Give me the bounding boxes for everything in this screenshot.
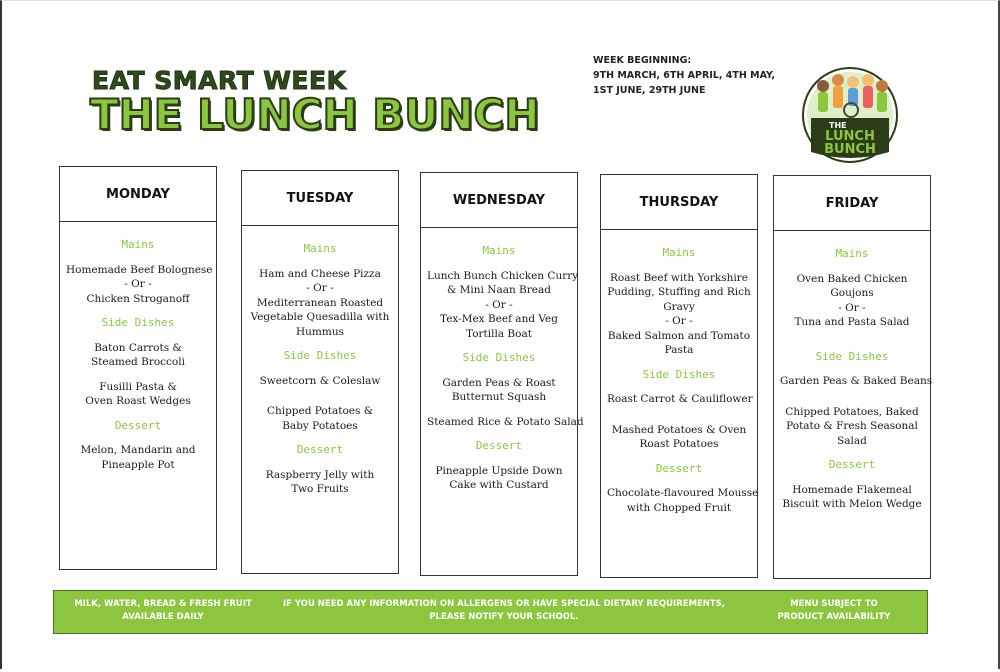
dessert-item: Homemade Flakemeal Biscuit with Melon Wedge (782, 483, 922, 510)
side-dish-item: Garden Peas & Roast Butternut Squash (442, 376, 556, 403)
footer-allergen-notice: IF YOU NEED ANY INFORMATION ON ALLERGENS OR HAVE SPECIAL DIETARY REQUIREMENTS, PLEASE NOTIFY YOUR SCHOOL. (282, 599, 726, 622)
side-dish-item: Chipped Potatoes & Baby Potatoes (266, 405, 374, 432)
menu-column-friday (773, 175, 931, 579)
side-dish-item: Chipped Potatoes, Baked Potato & Fresh Seasonal Salad (785, 405, 919, 447)
day-heading-thursday: THURSDAY (601, 175, 757, 230)
dessert-label: Dessert (655, 461, 703, 475)
mains-label: Mains (303, 242, 337, 255)
side-dish-item: Fusilli Pasta & Oven Roast Wedges (85, 380, 191, 407)
logo-line-3: BUNCH (824, 142, 876, 157)
mains-item: Ham and Cheese Pizza - Or - Mediterranean Roasted Vegetable Quesadilla with Hummus (250, 267, 390, 338)
dessert-item: Raspberry Jelly with Two Fruits (265, 468, 375, 495)
menu-column-tuesday (241, 170, 399, 574)
eat-smart-week-title: EAT SMART WEEK (92, 66, 347, 95)
footer-daily-items: MILK, WATER, BREAD & FRESH FRUIT AVAILABLE DAILY (74, 599, 252, 622)
week-beginning-info (593, 53, 778, 98)
menu-column-monday (59, 166, 217, 570)
mains-label: Mains (482, 244, 516, 257)
week-beginning-label: WEEK BEGINNING: (593, 55, 692, 66)
side-dish-item: Roast Carrot & Cauliflower (607, 393, 753, 405)
mains-item: Homemade Beef Bolognese - Or - Chicken Stroganoff (66, 263, 213, 305)
mains-item: Oven Baked Chicken Goujons - Or - Tuna and Pasta Salad (794, 272, 910, 328)
dessert-label: Dessert (475, 439, 523, 452)
side-dishes-label: Side Dishes (283, 349, 357, 362)
dessert-item: Chocolate-flavoured Mousse with Chopped Fruit (607, 487, 759, 514)
side-dish-item: Steamed Rice & Potato Salad (427, 415, 584, 428)
lunch-bunch-logo (801, 66, 899, 164)
side-dishes-label: Side Dishes (101, 316, 175, 329)
side-dishes-label: Side Dishes (642, 367, 716, 381)
dessert-item: Melon, Mandarin and Pineapple Pot (80, 444, 196, 471)
menu-column-wednesday (420, 172, 584, 576)
day-heading-tuesday: TUESDAY (242, 171, 398, 226)
logo-line-2: LUNCH (825, 129, 875, 144)
mains-label: Mains (662, 246, 696, 259)
dessert-label: Dessert (296, 443, 344, 456)
mains-item: Lunch Bunch Chicken Curry & Mini Naan Bread - Or - Tex-Mex Beef and Veg Tortilla Boat (427, 269, 579, 340)
dessert-item: Pineapple Upside Down Cake with Custard (435, 464, 563, 491)
mains-label: Mains (121, 238, 155, 251)
footer-banner (53, 590, 928, 634)
footer-availability-note: MENU SUBJECT TO PRODUCT AVAILABILITY (777, 599, 891, 622)
day-heading-wednesday: WEDNESDAY (421, 173, 577, 228)
side-dish-item: Garden Peas & Baked Beans (780, 375, 933, 387)
dessert-label: Dessert (114, 418, 162, 432)
side-dishes-label: Side Dishes (462, 351, 536, 364)
week-dates-line-2: 1ST JUNE, 29TH JUNE (593, 85, 706, 96)
side-dish-item: Sweetcorn & Coleslaw (259, 374, 381, 387)
side-dish-item: Baton Carrots & Steamed Broccoli (91, 341, 185, 368)
day-heading-friday: FRIDAY (774, 176, 930, 231)
menu-column-thursday (600, 174, 758, 578)
week-dates-line-1: 9TH MARCH, 6TH APRIL, 4TH MAY, (593, 70, 775, 81)
side-dishes-label: Side Dishes (815, 349, 889, 363)
dessert-label: Dessert (828, 458, 876, 471)
side-dish-item: Mashed Potatoes & Oven Roast Potatoes (611, 423, 747, 450)
mains-item: Roast Beef with Yorkshire Pudding, Stuffing and Rich Gravy - Or - Baked Salmon and Tomato Pasta (607, 271, 751, 356)
day-heading-monday: MONDAY (60, 167, 216, 222)
mains-label: Mains (835, 247, 869, 260)
lunch-bunch-title: THE LUNCH BUNCH (90, 90, 540, 139)
logo-line-1: THE (829, 121, 847, 130)
